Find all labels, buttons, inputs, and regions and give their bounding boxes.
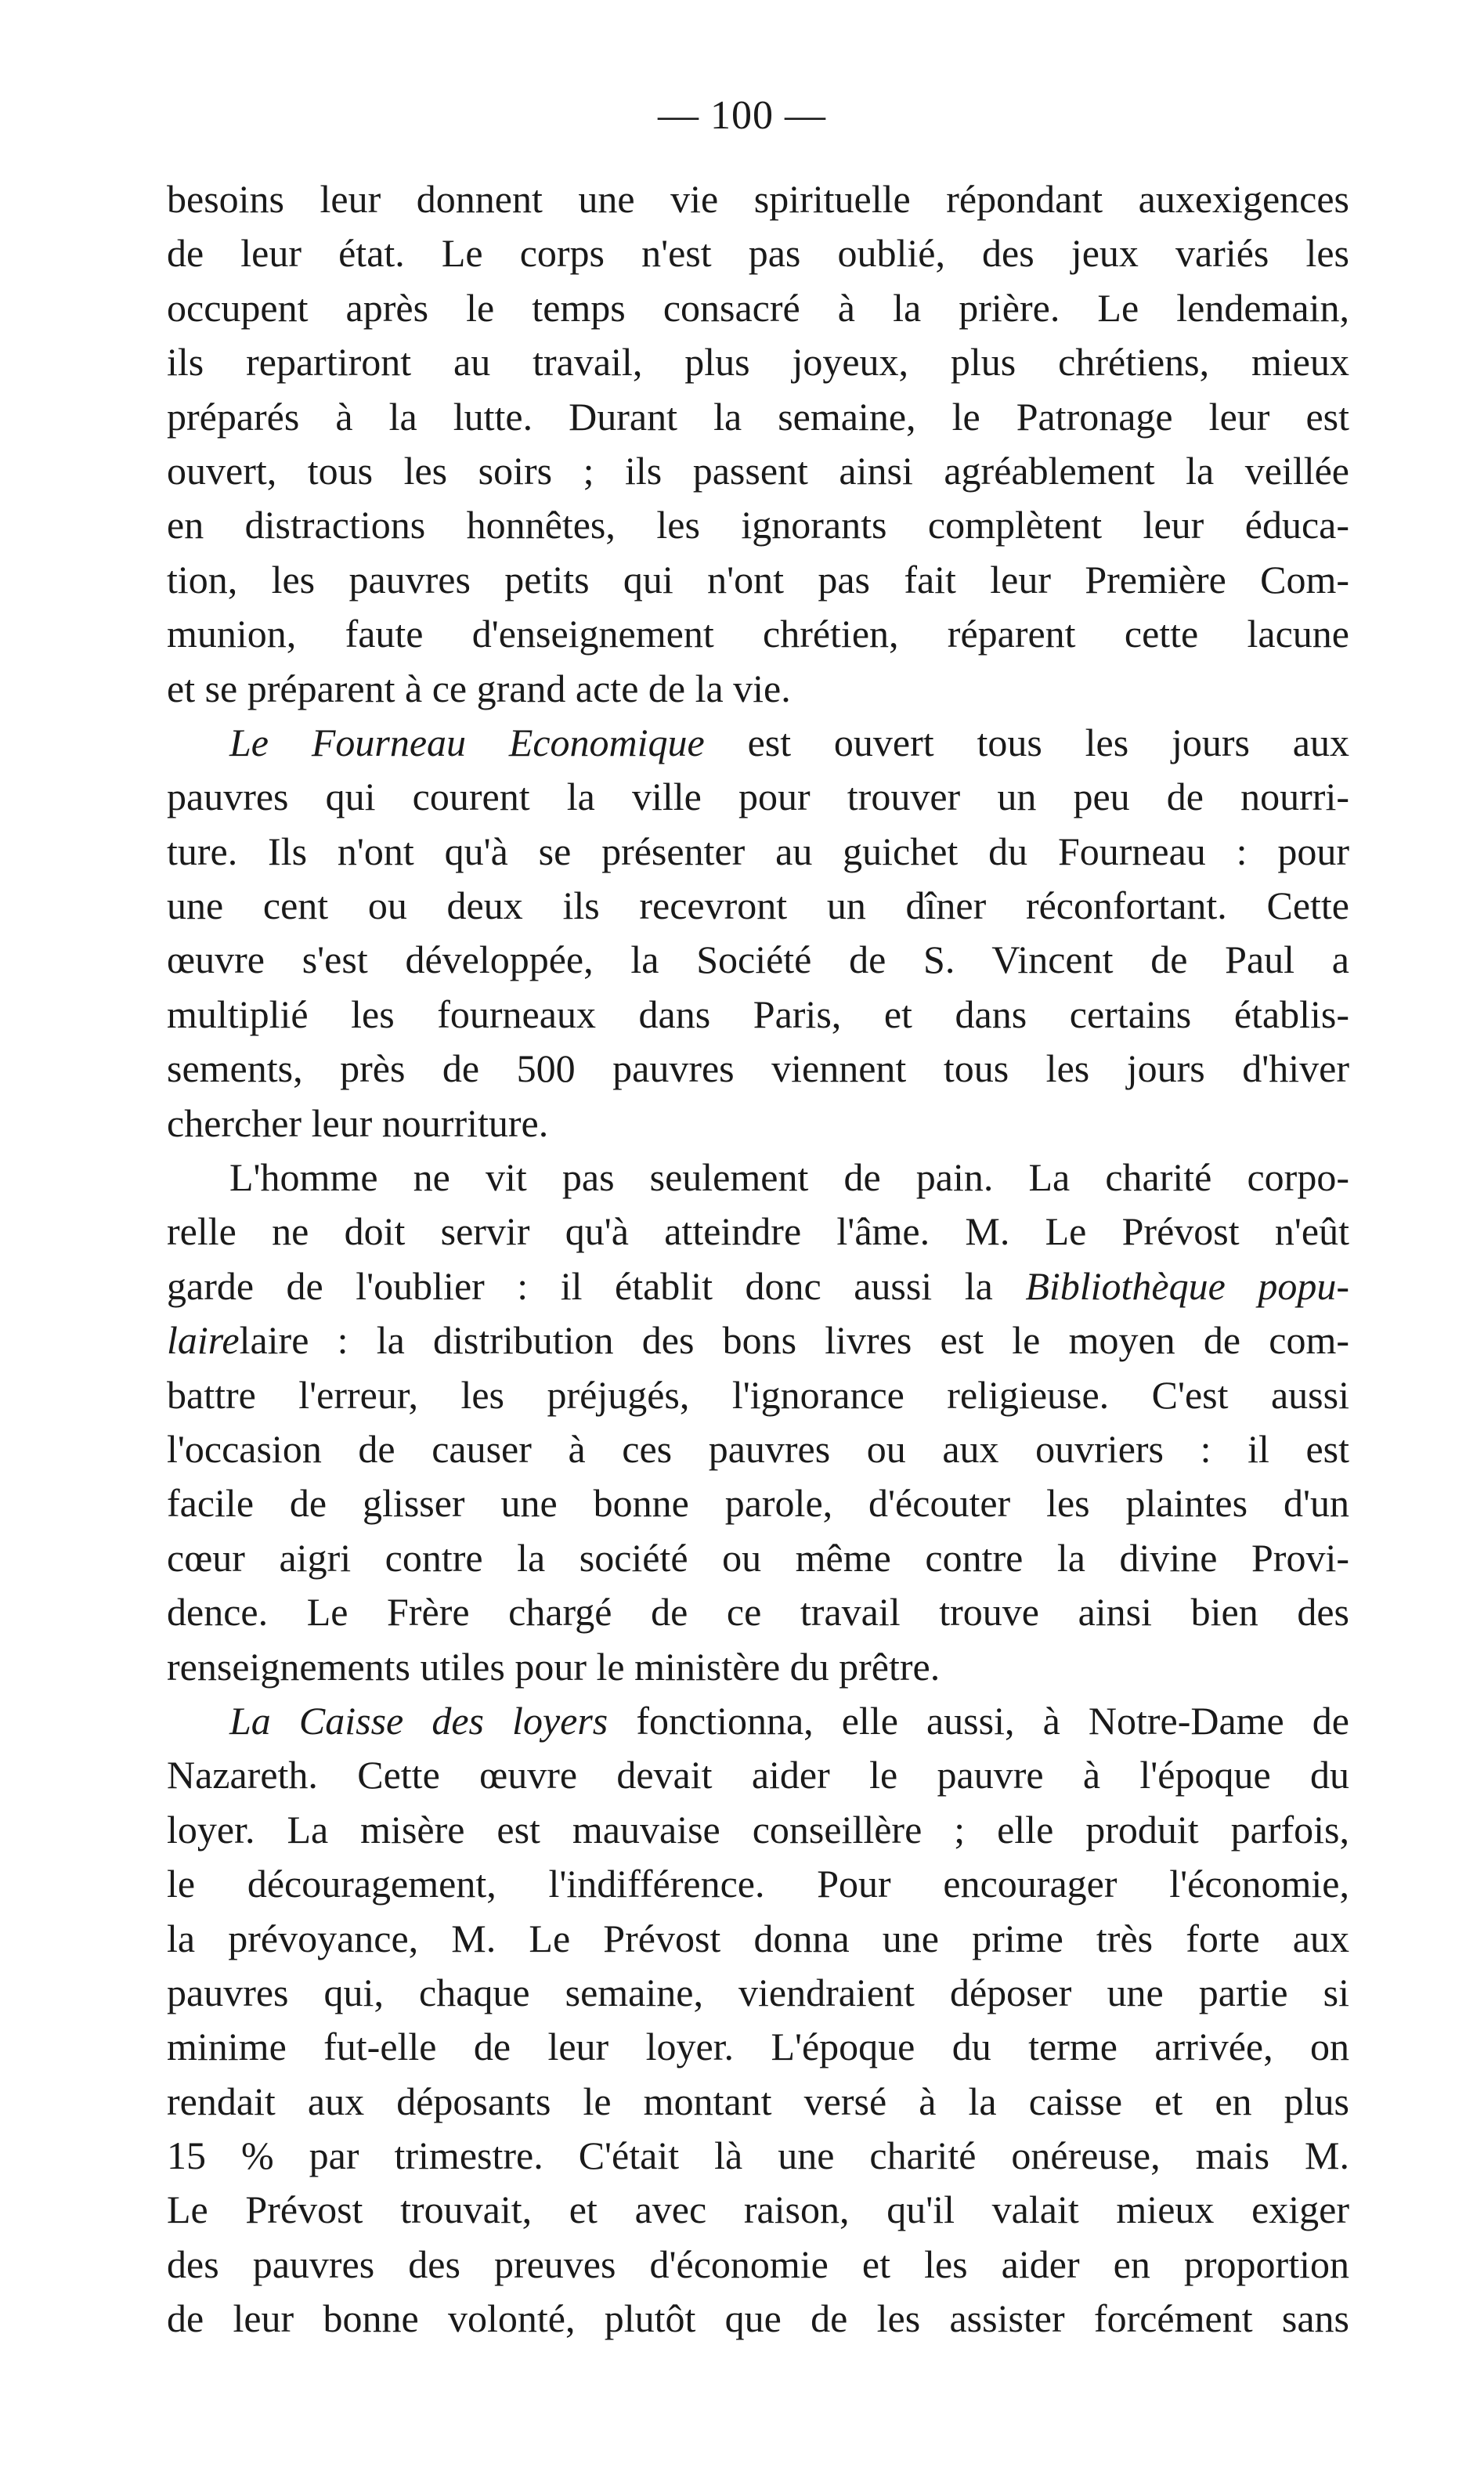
text-line: pauvres qui courent la ville pour trouver un peu de nourri- [167,775,1349,819]
text-fragment: est ouvert tous les jours aux [704,720,1349,764]
text-line: besoins leur donnent une vie spirituelle répondant auxexigences [167,177,1349,221]
text-line: l'occasion de causer à ces pauvres ou aux ouvriers : il est [167,1426,1349,1471]
text-line: rendait aux déposants le montant versé à la caisse et en plus [167,2079,1349,2123]
text-fragment: garde de l'oublier : il établit donc aussi la [167,1263,1026,1308]
text-line: sements, près de 500 pauvres viennent tous les jours d'hiver [167,1046,1349,1091]
text-line [167,1313,1349,1367]
text-line: renseignements utiles pour le ministère du prêtre. [167,1644,941,1689]
text-line [167,716,1349,770]
italic-title: Le Fourneau Economique [229,720,705,764]
italic-title: La Caisse des loyers [229,1698,608,1743]
italic-title: laire [167,1318,240,1363]
text-line: L'homme ne vit pas seulement de pain. La charité corpo- [229,1155,1349,1200]
text-line: des pauvres des preuves d'économie et les aider en proportion [167,2242,1349,2286]
text-line [167,1259,1349,1313]
text-line: de leur bonne volonté, plutôt que de les assister forcément sans [167,2296,1349,2341]
text-line: minime fut-elle de leur loyer. L'époque du terme arrivée, on [167,2025,1349,2069]
text-line: loyer. La misère est mauvaise conseillère ; elle produit parfois, [167,1807,1349,1852]
text-line: multiplié les fourneaux dans Paris, et dans certains établis- [167,992,1349,1036]
text-line: occupent après le temps consacré à la prière. Le lendemain, [167,285,1349,330]
text-line: 15 % par trimestre. C'était là une charité onéreuse, mais M. [167,2133,1349,2178]
text-line: Le Prévost trouvait, et avec raison, qu'il valait mieux exiger [167,2188,1349,2232]
text-line: facile de glisser une bonne parole, d'écouter les plaintes d'un [167,1481,1349,1526]
text-line: une cent ou deux ils recevront un dîner réconfortant. Cette [167,883,1349,928]
text-fragment: laire : la distribution des bons livres est le moyen de com- [239,1318,1349,1363]
text-line: dence. Le Frère chargé de ce travail trouve ainsi bien des [167,1590,1349,1635]
text-line: de leur état. Le corps n'est pas oublié, des jeux variés les [167,231,1349,276]
text-line: cœur aigri contre la société ou même contre la divine Provi- [167,1535,1349,1580]
text-line: ouvert, tous les soirs ; ils passent ainsi agréablement la veillée [167,448,1349,493]
text-line: tion, les pauvres petits qui n'ont pas fait leur Première Com- [167,557,1349,602]
text-line: relle ne doit servir qu'à atteindre l'âme. M. Le Prévost n'eût [167,1209,1349,1254]
text-line: ils repartiront au travail, plus joyeux, plus chrétiens, mieux [167,340,1349,385]
text-line: munion, faute d'enseignement chrétien, réparent cette lacune [167,612,1349,656]
text-line: le découragement, l'indifférence. Pour encourager l'économie, [167,1862,1349,1906]
text-line: œuvre s'est développée, la Société de S. Vincent de Paul a [167,938,1349,982]
text-line [167,1694,1349,1748]
text-fragment: fonctionna, elle aussi, à Notre-Dame de [608,1698,1349,1743]
text-line: pauvres qui, chaque semaine, viendraient déposer une partie si [167,1970,1349,2014]
text-line: préparés à la lutte. Durant la semaine, le Patronage leur est [167,394,1349,439]
page-number: — 100 — [658,93,826,138]
text-line: et se préparent à ce grand acte de la vie. [167,666,791,710]
text-line: Nazareth. Cette œuvre devait aider le pauvre à l'époque du [167,1753,1349,1797]
italic-title: Bibliothèque popu- [1025,1263,1349,1308]
body-text [167,172,1349,2347]
text-line: ture. Ils n'ont qu'à se présenter au guichet du Fourneau : pour [167,829,1349,873]
text-line: battre l'erreur, les préjugés, l'ignorance religieuse. C'est aussi [167,1372,1349,1417]
text-line: en distractions honnêtes, les ignorants complètent leur éduca- [167,503,1349,547]
text-line: la prévoyance, M. Le Prévost donna une prime très forte aux [167,1916,1349,1960]
text-line: chercher leur nourriture. [167,1100,549,1145]
